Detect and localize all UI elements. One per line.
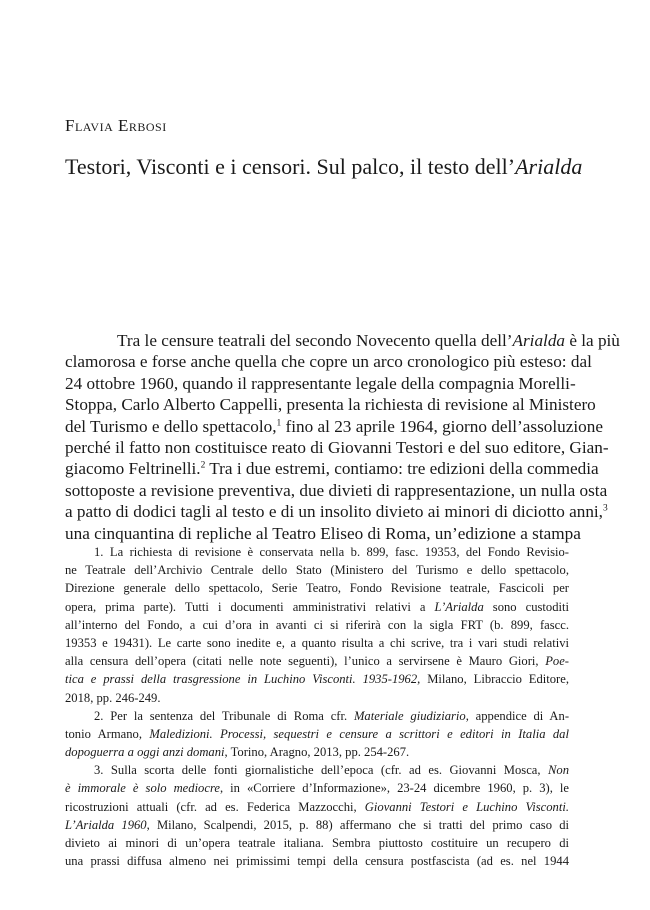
footnote-ref[interactable]: 1 [276,417,282,428]
footnote-line [65,652,569,670]
footnote-line [65,779,569,797]
footnote-ref[interactable]: 3 [602,503,608,514]
author-name: Flavia Erbosi [65,116,167,135]
footnote-line [65,798,569,816]
italic-run: Maledizioni. Processi, sequestri e censure a scrittori e editori in Italia dal [149,726,569,741]
italic-run: dopoguerra a oggi anzi domani [65,745,225,760]
footnote-line [65,852,569,870]
footnote-line [65,816,569,834]
text-run: 1. La richiesta di revisione è conservata nella b. 899, fasc. 19353, del Fondo Revisio- [94,545,569,559]
text-run: sono custoditi [483,599,569,614]
footnote-line [65,598,569,616]
body-text [65,330,620,544]
footnote-line [65,834,569,852]
footnote-ref[interactable]: 2 [200,460,206,471]
text-run: divieto ai minori di un’opera teatrale italiana. Sembra piuttosto costituire un recupero di [65,836,569,850]
body-line-8 [65,480,608,501]
italic-run: Giovanni Testori e Luchino Visconti. [364,799,569,814]
text-run: opera, prima parte). Tutti i documenti amministrativi relativi a [65,599,435,614]
text-run: Direzione generale dello spettacolo, Serie Teatro, Fondo Revisione teatrale, Fascicoli per [65,581,569,596]
text-run: all’interno del Fondo, a cui d’ora in avanti ci si riferirà con la sigla FRT (b. 899, fascc. [65,617,569,632]
body-line-6 [65,437,609,458]
footnote-line [65,743,569,761]
text-run: 2. Per la sentenza del Tribunale di Roma cfr. [94,708,354,723]
italic-run: è immorale è solo mediocre [65,781,220,796]
footnote-2 [65,707,569,725]
footnote-line [65,634,569,652]
footnotes [65,543,569,870]
italic-run: L’Arialda 1960 [65,817,147,832]
text-run: una cinquantina di repliche al Teatro Eliseo di Roma, un’edizione a stampa [65,523,581,543]
text-run: fino al 23 aprile 1964, giorno dell’assoluzione [281,416,603,436]
text-run: 24 ottobre 1960, quando il rappresentante legale della compagnia Morelli- [65,373,576,393]
text-run: , Torino, Aragno, 2013, pp. 254-267. [224,745,410,760]
text-run: , appendice di An- [465,708,570,723]
text-run: sottoposte a revisione preventiva, due divieti di rappresentazione, un nulla osta [65,480,608,500]
text-run: giacomo Feltrinelli. [65,459,201,479]
text-run: Tra le censure teatrali del secondo Novecento quella dell’ [117,331,513,350]
text-run: 2018, pp. 246-249. [65,690,161,705]
footnote-line [65,725,569,743]
text-run: , in «Corriere d’Informazione», 23-24 dicembre 1960, p. 3), le [219,781,570,796]
footnote-line [65,579,569,597]
body-line-4 [65,394,596,415]
footnote-line [65,689,569,707]
article-title [65,154,582,180]
text-run: tonio Armano, [65,726,150,741]
text-run: ricostruzioni attuali (cfr. ad es. Federica Mazzocchi, [65,799,365,814]
text-run: Tra i due estremi, contiamo: tre edizioni della commedia [205,459,599,479]
italic-run: Non [548,763,569,778]
footnote-line [65,616,569,634]
text-run: una prassi diffusa almeno nei primissimi tempi della censura postfascista (ad es. nel 1944 [65,854,569,869]
footnote-1 [65,543,569,561]
italic-run: Arialda [512,331,566,350]
footnote-3 [65,761,569,779]
text-run: è la più [565,331,620,350]
body-line-9 [65,501,608,522]
italic-run: Poe- [545,654,569,669]
italic-run: L’Arialda [434,599,484,614]
italic-run: tica e prassi della trasgressione in Luchino Visconti. 1935-1962 [65,672,418,687]
text-run: 3. Sulla scorta delle fonti giornalistiche dell’epoca (cfr. ad es. Giovanni Mosca, [94,763,548,778]
text-run: clamorosa e forse anche quella che copre un arco cronologico più esteso: dal [65,352,592,372]
body-line-2 [65,351,592,372]
text-run: alla censura dell’opera (citati nelle note seguenti), l’unico a servirsene è Mauro Giori, [65,654,546,669]
body-line-1 [65,330,620,351]
text-run: a patto di dodici tagli al testo e di un insolito divieto ai minori di diciotto anni, [65,502,603,522]
body-line-7 [65,458,599,479]
title-italic-text: Arialda [515,154,583,179]
text-run: perché il fatto non costituisce reato di Giovanni Testori e del suo editore, Gian- [65,437,609,457]
body-line-10 [65,523,581,544]
text-run: del Turismo e dello spettacolo, [65,416,277,436]
title-text: Testori, Visconti e i censori. Sul palco, il testo dell’ [65,154,516,179]
text-run: 19353 e 19431). Le carte sono inedite e, a quanto risulta a chi scrive, tra i vari studi relativi [65,635,569,650]
italic-run: Materiale giudiziario [353,708,466,723]
text-run: ne Teatrale dell’Archivio Centrale dello Stato (Ministero del Turismo e dello spettacolo, [65,563,569,578]
footnote-line [65,670,569,688]
text-run: , Milano, Libraccio Editore, [417,672,569,687]
text-run: Stoppa, Carlo Alberto Cappelli, presenta la richiesta di revisione al Ministero [65,395,596,415]
footnote-line [65,561,569,579]
text-run: , Milano, Scalpendi, 2015, p. 88) affermano che si tratti del primo caso di [146,817,569,832]
body-line-5 [65,416,603,437]
body-line-3 [65,373,576,394]
